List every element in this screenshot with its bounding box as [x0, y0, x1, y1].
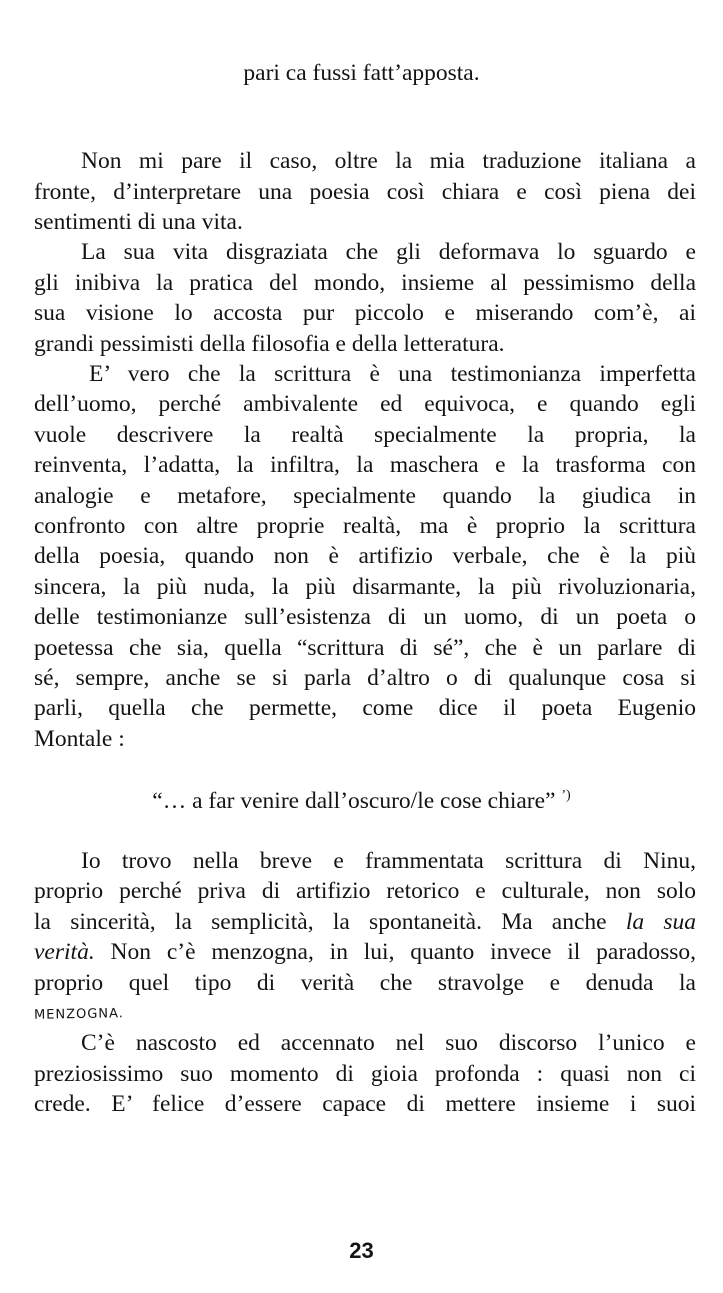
- handwritten-annotation: MENZOGNA.: [33, 1006, 125, 1023]
- text-line: proprio quel tipo di verità che stravolge e denuda la: [34, 970, 696, 996]
- text-line: pari ca fussi fatt’apposta.: [243, 60, 480, 86]
- text-line: sincera, la più nuda, la più disarmante, la più rivoluzionaria,: [34, 574, 696, 600]
- quotation: [0, 786, 723, 816]
- text-line: della poesia, quando non è artifizio verbale, che è la più: [34, 543, 696, 569]
- text-line: Io trovo nella breve e frammentata scrittura di Ninu,: [81, 848, 696, 874]
- quotation-text: “… a far venire dall’oscuro/le cose chiare”: [152, 788, 556, 814]
- text-line: Non mi pare il caso, oltre la mia traduzione italiana a: [81, 148, 696, 174]
- italic-phrase: la sua: [625, 909, 697, 935]
- text-line: dell’uomo, perché ambivalente ed equivoca, e quando egli: [34, 391, 696, 417]
- text-line: preziosissimo suo momento di gioia profonda : quasi non ci: [34, 1061, 696, 1087]
- text-line: C’è nascosto ed accennato nel suo discorso l’unico e: [81, 1030, 696, 1056]
- text-line: poetessa che sia, quella “scrittura di sé”, che è un parlare di: [34, 635, 696, 661]
- text-line: Montale :: [34, 726, 125, 752]
- text-line: E’ vero che la scrittura è una testimonianza imperfetta: [89, 361, 696, 387]
- footnote-marker: ’): [561, 788, 571, 804]
- text-line: sua visione lo accosta pur piccolo e miserando com’è, ai: [34, 300, 696, 326]
- text-line: proprio perché priva di artifizio retorico e culturale, non solo: [34, 878, 696, 904]
- page-number: 23: [349, 1238, 374, 1263]
- text-segment: la sincerità, la semplicità, la spontaneità. Ma anche: [34, 909, 607, 935]
- text-line: fronte, d’interpretare una poesia così chiara e così piena dei: [34, 179, 696, 205]
- text-line: delle testimonianze sull’esistenza di un uomo, di un poeta o: [34, 604, 696, 630]
- text-segment: Non c’è menzogna, in lui, quanto invece il paradosso,: [110, 939, 696, 965]
- text-line: sé, sempre, anche se si parla d’altro o di qualunque cosa si: [34, 665, 696, 691]
- text-line: crede. E’ felice d’essere capace di mettere insieme i suoi: [34, 1091, 696, 1117]
- text-line: sentimenti di una vita.: [34, 209, 243, 235]
- text-line: reinventa, l’adatta, la infiltra, la maschera e la trasforma con: [34, 452, 696, 478]
- text-line: La sua vita disgraziata che gli deformava lo sguardo e: [81, 239, 696, 265]
- italic-phrase: verità.: [34, 939, 95, 965]
- text-line: grandi pessimisti della filosofia e della letteratura.: [34, 331, 505, 357]
- text-line: vuole descrivere la realtà specialmente la propria, la: [34, 422, 696, 448]
- text-line: [34, 907, 696, 937]
- text-line: analogie e metafore, specialmente quando la giudica in: [34, 483, 696, 509]
- text-line: parli, quella che permette, come dice il poeta Eugenio: [34, 695, 696, 721]
- text-line: confronto con altre proprie realtà, ma è proprio la scrittura: [34, 513, 696, 539]
- text-line: [34, 937, 696, 967]
- text-line: gli inibiva la pratica del mondo, insieme al pessimismo della: [34, 270, 696, 296]
